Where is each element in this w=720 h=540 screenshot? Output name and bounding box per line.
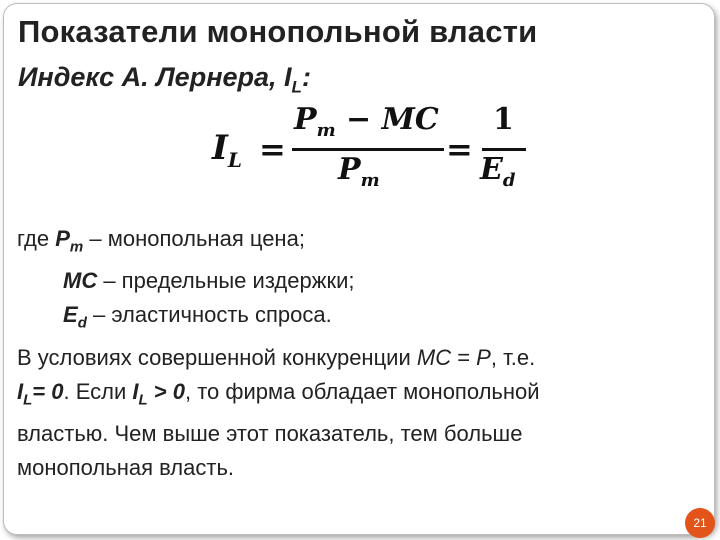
paragraph-text: , то фирма обладает монопольной (185, 378, 540, 404)
symbol-subscript: L (23, 391, 33, 409)
formula-denominator (338, 152, 380, 191)
definition-pm (17, 222, 697, 264)
definition-ed (17, 298, 697, 340)
slide-body (17, 222, 697, 485)
subtitle-text: Индекс А. Лернера, I (18, 62, 292, 92)
formula-lhs-subscript: L (227, 147, 242, 172)
formula-rhs-denominator (480, 152, 515, 191)
numerator-p: P (294, 102, 317, 137)
rhs-denominator-subscript: d (502, 170, 516, 191)
formula-fraction-bar-2 (482, 148, 526, 151)
definition-text: – монопольная цена; (83, 226, 305, 251)
page-number-badge: 21 (685, 508, 715, 538)
symbol-subscript: m (69, 238, 84, 256)
formula-equals-2: = (446, 130, 473, 168)
paragraph-text: . Если (63, 378, 133, 404)
definition-text: – эластичность спроса. (86, 302, 332, 328)
paragraph-text: = (451, 344, 477, 370)
symbol-value: = 0 (32, 378, 64, 404)
definition-symbol (55, 226, 84, 256)
symbol-text: I (17, 378, 24, 404)
formula-fraction-bar-1 (292, 148, 444, 151)
symbol-subscript: d (77, 314, 87, 332)
symbol-text: P (55, 226, 70, 251)
lerner-formula (212, 100, 532, 200)
symbol-text: I (132, 378, 139, 404)
paragraph-text: , т.е. (490, 344, 536, 370)
paragraph-line-2 (17, 375, 697, 417)
paragraph-symbol-il-2 (132, 378, 185, 409)
subtitle-subscript: L (291, 77, 302, 97)
symbol-text: MC (63, 268, 98, 294)
definition-symbol (63, 302, 87, 332)
slide-title: Показатели монопольной власти (18, 14, 538, 49)
definition-symbol (63, 268, 97, 293)
numerator-p-subscript: m (316, 120, 336, 141)
rhs-denominator-e: E (480, 152, 503, 187)
slide-subtitle (18, 62, 311, 97)
paragraph-text: В условиях совершенной конкуренции (17, 344, 417, 370)
formula-lhs-symbol: I (212, 128, 228, 168)
paragraph-symbol-p: P (476, 344, 491, 370)
denominator-p: P (338, 152, 361, 187)
definition-prefix: где (17, 226, 56, 251)
paragraph-symbol-mc: MC (416, 344, 452, 370)
symbol-value: > 0 (147, 378, 185, 404)
symbol-text: E (63, 302, 78, 328)
denominator-p-subscript: m (360, 170, 380, 191)
formula-numerator (294, 102, 439, 141)
formula-rhs-numerator: 1 (493, 102, 514, 137)
formula-equals-1: = (259, 130, 286, 168)
paragraph-line-3: властью. Чем выше этот показатель, тем больше (17, 421, 523, 447)
definition-mc (17, 264, 697, 298)
paragraph-line-4: монопольная власть. (17, 455, 235, 481)
symbol-subscript: L (138, 391, 148, 409)
paragraph-symbol-il (17, 378, 64, 409)
subtitle-suffix: : (301, 62, 311, 92)
formula-lhs (212, 128, 242, 172)
paragraph-line-1 (17, 341, 697, 375)
definition-text: – предельные издержки; (97, 268, 355, 294)
numerator-mc: − MC (335, 102, 439, 137)
